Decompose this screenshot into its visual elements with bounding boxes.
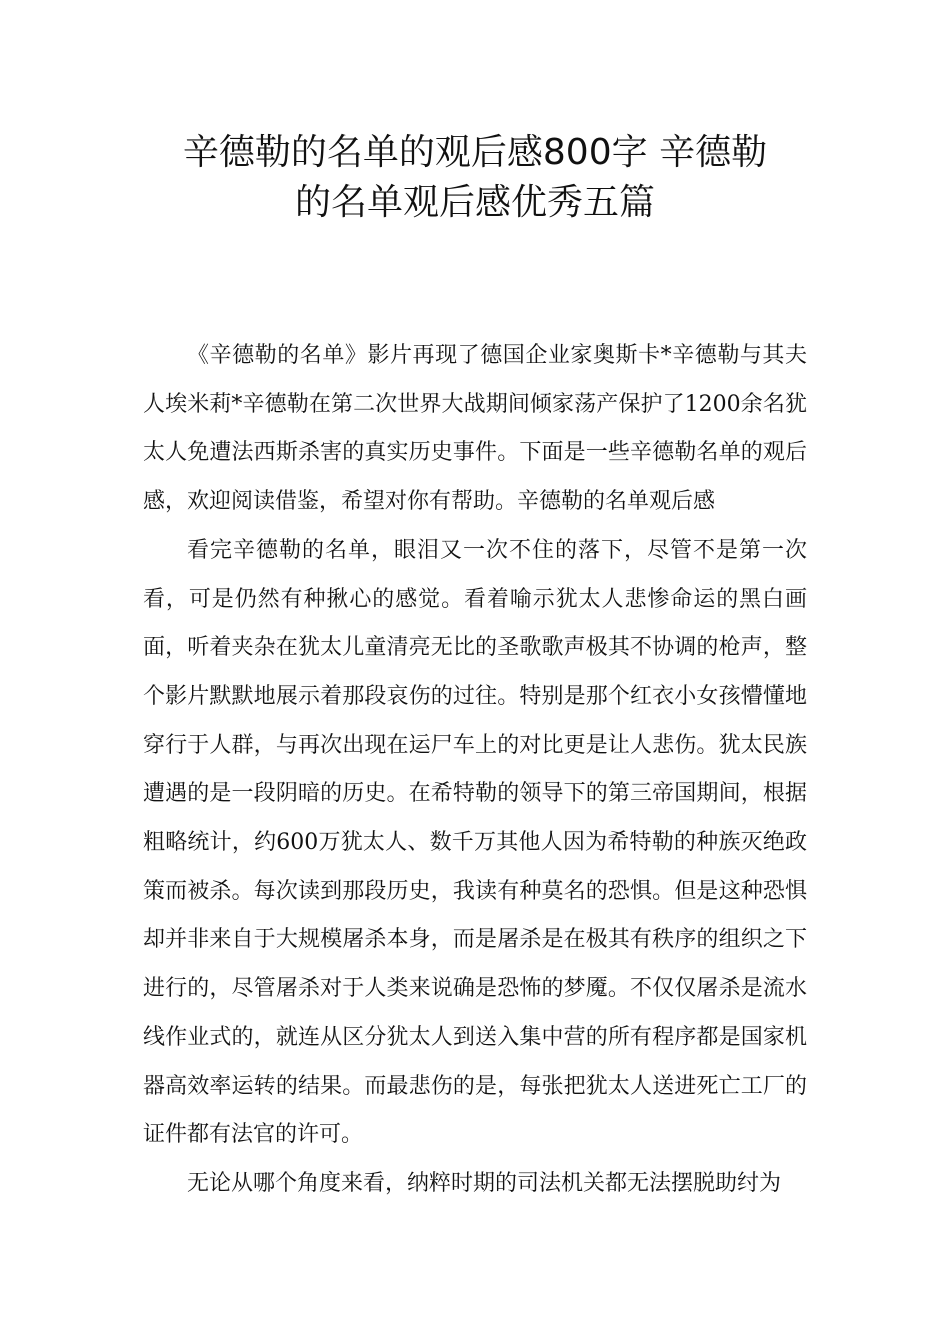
paragraph-intro: 《辛德勒的名单》影片再现了德国企业家奥斯卡*辛德勒与其夫人埃米莉*辛德勒在第二次世界大战期间倾家荡产保护了1200余名犹太人免遭法西斯杀害的真实历史事件。下面是一些辛德勒名单的观后感，欢迎阅读借鉴，希望对你有帮助。辛德勒的名单观后感: [143, 343, 807, 515]
paragraph-continuation: 无论从哪个角度来看，纳粹时期的司法机关都无法摆脱助纣为: [187, 1170, 782, 1196]
paragraph-review: 看完辛德勒的名单，眼泪又一次不住的落下，尽管不是第一次看，可是仍然有种揪心的感觉。看着喻示犹太人悲惨命运的黑白画面，听着夹杂在犹太儿童清亮无比的圣歌歌声极其不协调的枪声，整个影片默默地展示着那段哀伤的过往。特别是那个红衣小女孩懵懂地穿行于人群，与再次出现在运尸车上的对比更是让人悲伤。犹太民族遭遇的是一段阴暗的历史。在希特勒的领导下的第三帝国期间，根据粗略统计，约600万犹太人、数千万其他人因为希特勒的种族灭绝政策而被杀。每次读到那段历史，我读有种莫名的恐惧。但是这种恐惧却并非来自于大规模屠杀本身，而是屠杀是在极其有秩序的组织之下进行的，尽管屠杀对于人类来说确是恐怖的梦魇。不仅仅屠杀是流水线作业式的，就连从区分犹太人到送入集中营的所有程序都是国家机器高效率运转的结果。而最悲伤的是，每张把犹太人送进死亡工厂的证件都有法官的许可。: [143, 537, 807, 1148]
document-body: [143, 332, 807, 1209]
document-title: [100, 128, 850, 228]
title-line-2: 的名单观后感优秀五篇: [294, 182, 655, 223]
title-line-1: 辛德勒的名单的观后感800字 辛德勒: [182, 132, 768, 173]
